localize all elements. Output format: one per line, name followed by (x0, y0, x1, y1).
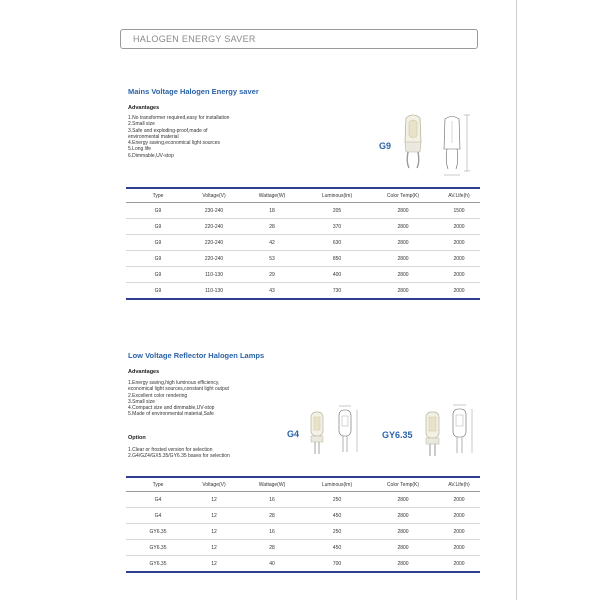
table-row (126, 524, 480, 540)
section2-advantages-list (128, 380, 229, 418)
g4-dimension-drawing (331, 404, 363, 460)
advantage-item: 2.Excellent color rendering (128, 392, 188, 399)
table-cell: 110-130 (205, 271, 223, 278)
advantage-item: 2.Small size (128, 121, 155, 128)
column-header: Wattage(W) (258, 192, 286, 199)
table-cell: 220-240 (204, 255, 224, 262)
section2-option-title: Option (128, 435, 146, 441)
table-cell: 40 (269, 560, 275, 567)
header-title: HALOGEN ENERGY SAVER (133, 34, 256, 44)
table-bottom-rule (126, 298, 480, 300)
column-header: Luminous(lm) (321, 192, 353, 199)
gy635-dimension-drawing (446, 403, 478, 461)
table-cell: 2800 (397, 271, 409, 278)
table-cell: 230-240 (204, 207, 224, 214)
table-cell: 850 (332, 255, 342, 262)
table-cell: G4 (154, 496, 162, 503)
advantage-item: 3.Small size (128, 398, 155, 405)
advantage-item: 3.Safe and exploding-proof,made of (128, 127, 208, 134)
section2-option-list (128, 447, 230, 460)
table-cell: 42 (269, 239, 275, 246)
g4-label: G4 (287, 429, 300, 439)
table-cell: G9 (154, 207, 162, 214)
table-row (126, 235, 480, 251)
table-cell: G9 (154, 255, 162, 262)
table-row (126, 508, 480, 524)
g9-bulb-icon (398, 112, 428, 174)
table-cell: 1500 (453, 207, 465, 214)
table-cell: 2000 (453, 512, 465, 519)
table-cell: 2800 (397, 287, 409, 294)
page-edge-divider (516, 0, 517, 600)
advantage-item: 1.No transformer required,easy for installation (128, 115, 230, 121)
table-row (126, 251, 480, 267)
column-header: Color Temp(K) (386, 481, 420, 488)
header-banner (120, 29, 478, 49)
table-cell: 630 (332, 239, 342, 246)
table-cell: G9 (154, 239, 162, 246)
table-cell: 12 (211, 560, 217, 567)
table-row (126, 283, 480, 298)
table-row (126, 540, 480, 556)
table-cell: 450 (332, 544, 342, 551)
advantage-item: 5.Long life (128, 146, 152, 153)
advantage-item: environmental material (128, 133, 179, 140)
table-cell: 2000 (453, 271, 465, 278)
column-header: Type (152, 192, 164, 199)
table-cell: 250 (332, 528, 342, 535)
column-header: Voltage(V) (202, 481, 226, 488)
table-cell: 2000 (453, 255, 465, 262)
table-cell: 450 (332, 512, 342, 519)
table-row (126, 556, 480, 571)
table-row (126, 492, 480, 508)
table-cell: 110-130 (205, 287, 223, 294)
column-header: Type (152, 481, 164, 488)
section2-title: Low Voltage Reflector Halogen Lamps (128, 351, 265, 360)
advantage-item: 1.Energy saving,high luminous efficiency, (128, 380, 220, 386)
option-item: 1.Clear or frosted version for selection (128, 447, 213, 453)
table-cell: G9 (154, 287, 162, 294)
table-cell: GY6.35 (149, 544, 167, 551)
table-header-row (126, 189, 480, 203)
gy635-bulb-icon (421, 410, 445, 458)
table-cell: G9 (154, 223, 162, 230)
table-cell: 2000 (453, 239, 465, 246)
table-cell: GY6.35 (149, 560, 167, 567)
table-cell: 250 (332, 496, 342, 503)
table-cell: 2000 (453, 287, 465, 294)
table-cell: 43 (269, 287, 275, 294)
section1-advantages-list (128, 115, 229, 159)
advantage-item: 4.Energy saving,economical light sources (128, 140, 220, 147)
table-row (126, 203, 480, 219)
g9-dimension-drawing (435, 113, 475, 179)
advantage-item: economical light sources,constant light output (128, 386, 229, 393)
table-cell: 29 (269, 271, 275, 278)
table-cell: 12 (211, 528, 217, 535)
table-cell: 28 (269, 544, 275, 551)
option-item: 2.G4/GZ4/GX5.35/GY6.35 bases for selection (128, 453, 230, 460)
table-bottom-rule (126, 571, 480, 573)
table-row (126, 267, 480, 283)
table-cell: 700 (332, 560, 342, 567)
g9-label: G9 (379, 141, 392, 151)
advantage-item: 6.Dimmable,UV-stop (128, 152, 174, 159)
table-cell: 400 (332, 271, 342, 278)
table-cell: 205 (332, 207, 342, 214)
table-cell: 730 (332, 287, 342, 294)
table-cell: 2800 (397, 544, 409, 551)
table-cell: G9 (154, 271, 162, 278)
table-cell: 16 (269, 496, 275, 503)
table-cell: 12 (211, 544, 217, 551)
table-cell: 28 (269, 512, 275, 519)
column-header: AV.Life(h) (448, 192, 470, 199)
table-cell: 2000 (453, 496, 465, 503)
table-cell: G4 (154, 512, 162, 519)
table-cell: 220-240 (204, 223, 224, 230)
table-cell: GY6.35 (149, 528, 167, 535)
section1-table (126, 187, 480, 300)
table-cell: 2800 (397, 207, 409, 214)
advantage-item: 4.Compact size and dimmable,UV-stop (128, 405, 215, 412)
table-cell: 2000 (453, 560, 465, 567)
table-row (126, 219, 480, 235)
g4-bulb-icon (306, 410, 328, 456)
table-cell: 18 (269, 207, 275, 214)
table-cell: 12 (211, 496, 217, 503)
column-header: Wattage(W) (258, 481, 286, 488)
table-cell: 2000 (453, 544, 465, 551)
column-header: AV.Life(h) (448, 481, 470, 488)
table-cell: 53 (269, 255, 275, 262)
table-cell: 16 (269, 528, 275, 535)
section2-advantages-title: Advantages (128, 369, 160, 375)
table-cell: 2800 (397, 239, 409, 246)
table-cell: 2800 (397, 223, 409, 230)
section2-table (126, 476, 480, 573)
gy635-label: GY6.35 (382, 430, 413, 440)
table-cell: 2800 (397, 512, 409, 519)
table-header-row (126, 478, 480, 492)
section1-title: Mains Voltage Halogen Energy saver (128, 87, 259, 96)
table-cell: 2000 (453, 223, 465, 230)
table-cell: 220-240 (204, 239, 224, 246)
table-cell: 2000 (453, 528, 465, 535)
table-cell: 2800 (397, 496, 409, 503)
table-cell: 2800 (397, 255, 409, 262)
column-header: Voltage(V) (202, 192, 226, 199)
table-cell: 2800 (397, 528, 409, 535)
advantage-item: 5.Made of environmental material,Safe (128, 411, 214, 418)
table-cell: 370 (332, 223, 342, 230)
section1-advantages-title: Advantages (128, 105, 160, 111)
column-header: Color Temp(K) (386, 192, 420, 199)
column-header: Luminous(lm) (321, 481, 353, 488)
table-cell: 12 (211, 512, 217, 519)
table-cell: 28 (269, 223, 275, 230)
table-cell: 2800 (397, 560, 409, 567)
